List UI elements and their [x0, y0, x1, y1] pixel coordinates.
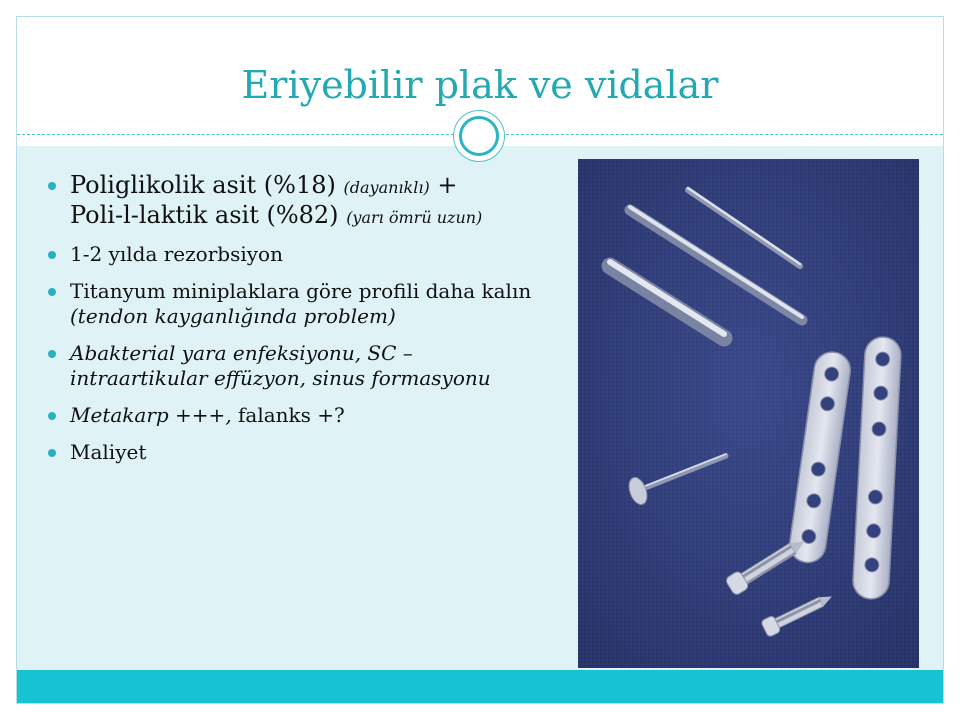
material-plla: Poli-l-laktik asit (%82)	[70, 201, 339, 229]
bullet-item-usage	[44, 403, 544, 428]
bottom-accent-bar	[17, 670, 943, 703]
material-plla-note: (yarı ömrü uzun)	[346, 208, 483, 227]
bullet-dot-icon	[48, 182, 56, 190]
bullet-text-profile-note: (tendon kayganlığında problem)	[70, 304, 396, 328]
bullet-item-profile	[44, 279, 544, 329]
bullet-text-resorption: 1-2 yılda rezorbsiyon	[70, 242, 283, 266]
material-pga-note: (dayanıklı)	[343, 178, 430, 197]
bullet-list	[44, 170, 544, 477]
bullet-text-usage-italic: Metakarp +++,	[70, 403, 232, 427]
bullet-item-complications	[44, 341, 544, 391]
bullet-dot-icon	[48, 288, 56, 296]
bullet-dot-icon	[48, 449, 56, 457]
divider-circle-ornament	[453, 110, 505, 162]
divider-circle-inner	[459, 116, 499, 156]
implants-photo	[578, 159, 919, 668]
slide-title: Eriyebilir plak ve vidalar	[241, 63, 719, 107]
bullet-item-cost	[44, 440, 544, 465]
bullet-item-materials	[44, 170, 544, 230]
bullet-dot-icon	[48, 350, 56, 358]
bullet-text-cost: Maliyet	[70, 440, 147, 464]
material-plus: +	[429, 171, 458, 199]
bullet-item-resorption	[44, 242, 544, 267]
bullet-dot-icon	[48, 412, 56, 420]
implants-photo-illustration	[578, 159, 919, 668]
bullet-dot-icon	[48, 251, 56, 259]
bullet-text-profile: Titanyum miniplaklara göre profili daha kalın	[70, 279, 532, 303]
bullet-text-complications: Abakterial yara enfeksiyonu, SC – intraartikular effüzyon, sinus formasyonu	[70, 341, 491, 390]
bullet-text-usage: falanks +?	[231, 403, 345, 427]
material-pga: Poliglikolik asit (%18)	[70, 171, 336, 199]
